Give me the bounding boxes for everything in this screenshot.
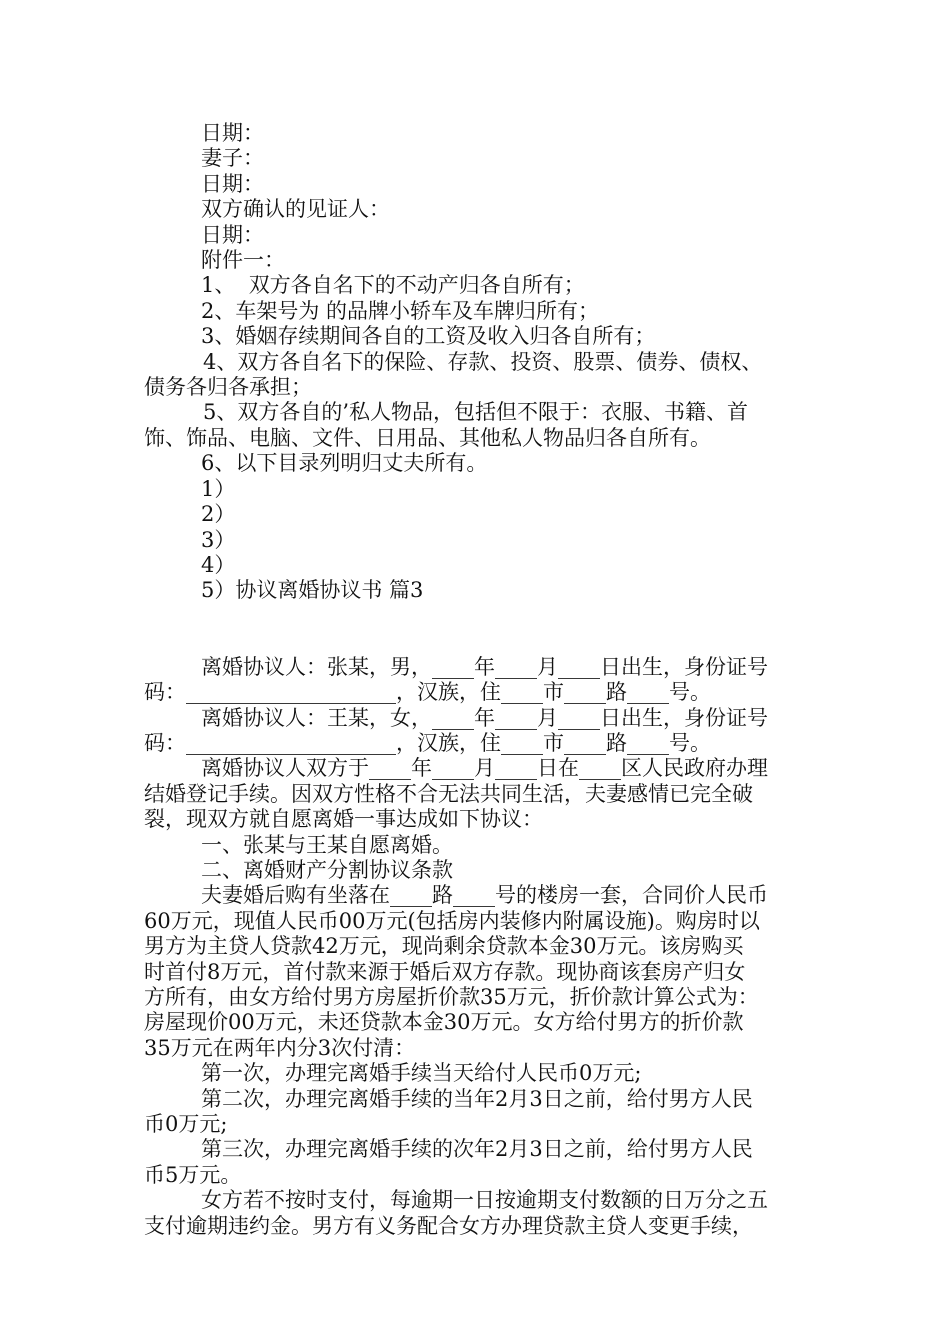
party-line: 离婚协议人：王某，女，____年____月____日出生，身份证号 — [201, 705, 768, 730]
payment-line: 第二次，办理完离婚手续的当年2月3日之前，给付男方人民 — [201, 1086, 753, 1111]
clause-heading: 一、张某与王某自愿离婚。 — [201, 832, 453, 857]
paragraph-line: 女方若不按时支付，每逾期一日按逾期支付数额的日万分之五 — [201, 1188, 768, 1213]
attachment-item: 2、车架号为 的品牌小轿车及车牌归所有； — [201, 298, 600, 323]
list-item: 4） — [201, 552, 236, 577]
party-line-continued: 码：____________________，汉族，住____市____路____号。 — [144, 680, 711, 705]
payment-line: 第一次，办理完离婚手续当天给付人民币0万元; — [201, 1061, 642, 1086]
attachment-item: 4、双方各自名下的保险、存款、投资、股票、债券、债权、 — [203, 349, 763, 374]
list-item: 1） — [201, 476, 236, 501]
paragraph-line: 方所有，由女方给付男方房屋折价款35万元，折价款计算公式为： — [144, 985, 759, 1009]
list-item: 3） — [201, 527, 236, 552]
paragraph-line: 支付逾期违约金。男方有义务配合女方办理贷款主贷人变更手续， — [144, 1213, 753, 1238]
attachment-item: 6、以下目录列明归丈夫所有。 — [201, 451, 488, 476]
date-line: 日期： — [201, 121, 264, 145]
attachment-item-continued: 债务各归各承担； — [144, 375, 312, 400]
attachment-item: 5、双方各自的’私人物品，包括但不限于：衣服、书籍、首 — [203, 400, 749, 425]
party-line-continued: 码：____________________，汉族，住____市____路____号。 — [144, 730, 711, 755]
date-line: 日期： — [201, 171, 264, 196]
paragraph-line: 35万元在两年内分3次付清： — [144, 1035, 416, 1060]
paragraph-line: 房屋现价00万元，未还贷款本金30万元。女方给付男方的折价款 — [144, 1010, 744, 1035]
wife-line: 妻子： — [201, 146, 264, 171]
attachment-item-continued: 饰、饰品、电脑、文件、日用品、其他私人物品归各自所有。 — [144, 425, 711, 450]
paragraph-line: 时首付8万元，首付款来源于婚后双方存款。现协商该套房产归女 — [144, 959, 746, 984]
date-line: 日期： — [201, 222, 264, 247]
section-gap — [144, 604, 810, 655]
paragraph-line: 结婚登记手续。因双方性格不合无法共同生活，夫妻感情已完全破 — [144, 781, 753, 806]
paragraph-line: 60万元，现值人民币00万元(包括房内装修内附属设施)。购房时以 — [144, 908, 760, 933]
paragraph-line: 男方为主贷人贷款42万元，现尚剩余贷款本金30万元。该房购买 — [144, 934, 744, 959]
document-body — [144, 121, 810, 1239]
witness-line: 双方确认的见证人： — [201, 197, 390, 222]
paragraph-line: 离婚协议人双方于____年____月____日在____区人民政府办理 — [201, 756, 768, 781]
paragraph-line: 裂，现双方就自愿离婚一事达成如下协议： — [144, 807, 543, 832]
payment-line-continued: 币0万元; — [144, 1112, 228, 1137]
paragraph-line: 夫妻婚后购有坐落在____路____号的楼房一套，合同价人民币 — [201, 883, 768, 908]
section-title: 5）协议离婚协议书 篇3 — [201, 578, 424, 603]
payment-line-continued: 币5万元。 — [144, 1162, 242, 1187]
attachment-heading: 附件一： — [201, 248, 285, 273]
payment-line: 第三次，办理完离婚手续的次年2月3日之前，给付男方人民 — [201, 1137, 753, 1162]
attachment-item: 3、婚姻存续期间各自的工资及收入归各自所有； — [201, 324, 656, 349]
attachment-item: 1、 双方各自名下的不动产归各自所有； — [201, 273, 585, 298]
clause-heading: 二、离婚财产分割协议条款 — [201, 857, 453, 882]
list-item: 2） — [201, 502, 236, 527]
party-line: 离婚协议人：张某，男，____年____月____日出生，身份证号 — [201, 654, 768, 679]
